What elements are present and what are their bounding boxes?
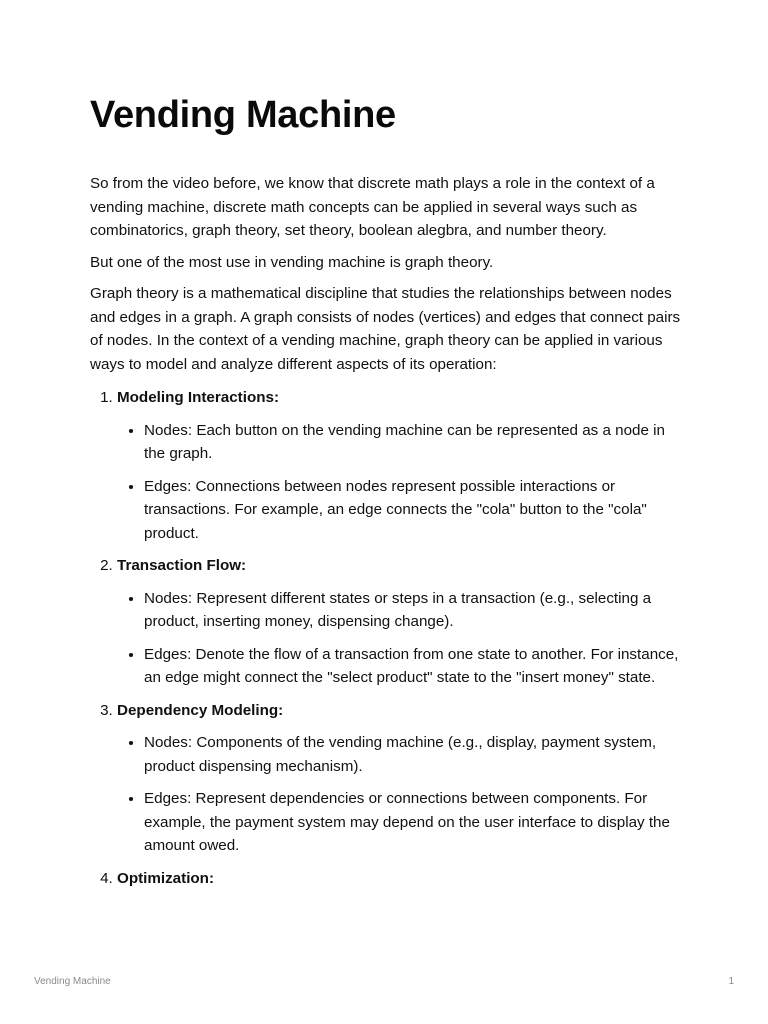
bullet-item: • Nodes: Each button on the vending machine can be represented as a node in the graph. [144,419,690,466]
document-page [90,92,690,899]
footer-page-number: 1 [728,976,734,987]
intro-paragraph: So from the video before, we know that discrete math plays a role in the context of a vending machine, discrete math concepts can be applied in several ways such as combinatorics, graph theory, set theory, boolean alegbra, and number theory. [90,175,655,239]
list-item-heading: Modeling Interactions: [117,389,280,406]
list-item-heading: Transaction Flow: [117,557,247,574]
graph-theory-definition: Graph theory is a mathematical discipline that studies the relationships between nodes and edges in a graph. A graph consists of nodes (vertices) and edges that connect pairs of nodes. In the context of a vending machine, graph theory can be applied in various ways to model and analyze different aspects of its operation: [90,285,681,373]
bullet-item: • Nodes: Components of the vending machine (e.g., display, payment system, product dispensing mechanism). [144,731,690,778]
list-item-modeling-interactions [117,386,690,545]
bullet-item: • Nodes: Represent different states or steps in a transaction (e.g., selecting a product, inserting money, dispensing change). [144,587,690,634]
applications-list [90,386,690,890]
list-item-heading: Optimization: [117,869,215,887]
graph-theory-statement: But one of the most use in vending machine is graph theory. [90,253,494,271]
list-item-heading: Dependency Modeling: [117,701,284,719]
sub-list [117,731,690,858]
list-item-transaction-flow [117,554,690,690]
sub-list [117,587,690,690]
sub-list [117,419,690,546]
bullet-item: • Edges: Represent dependencies or connections between components. For example, the payment system may depend on the user interface to display the amount owed. [144,787,690,858]
bullet-item: • Edges: Connections between nodes represent possible interactions or transactions. For example, an edge connects the "cola" button to the "cola" product. [144,475,690,546]
list-item-dependency-modeling [117,699,690,858]
page-title: Vending Machine [90,94,396,136]
list-item-optimization [117,867,690,891]
bullet-item: • Edges: Denote the flow of a transaction from one state to another. For instance, an edge might connect the "select product" state to the "insert money" state. [144,643,690,690]
footer-document-title: Vending Machine [34,976,111,987]
